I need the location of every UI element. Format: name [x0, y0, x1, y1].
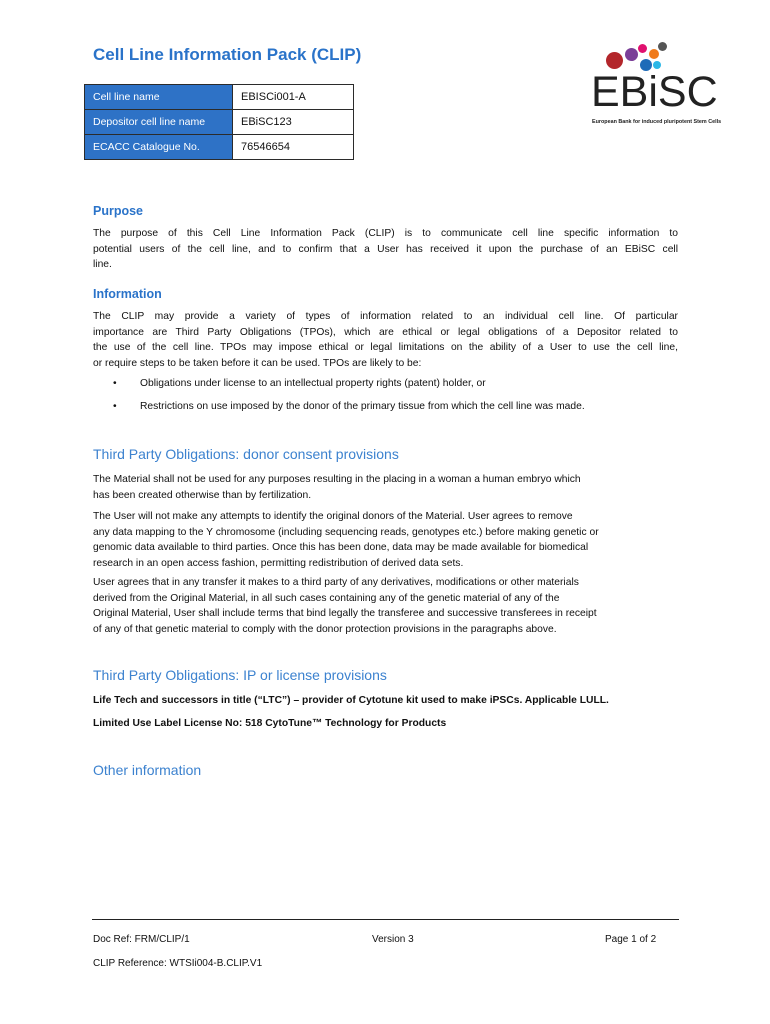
table-label-cell: ECACC Catalogue No. [85, 135, 233, 160]
logo-subtitle: European Bank for induced pluripotent Stem Cells [592, 119, 722, 125]
consent-paragraph-2 [93, 509, 678, 571]
cell-line-info-table [84, 84, 354, 160]
document-title: Cell Line Information Pack (CLIP) [93, 45, 362, 64]
ip-line-2: Limited Use Label License No: 518 CytoTune™ Technology for Products [93, 718, 447, 729]
text-line: User agrees that in any transfer it makes to a third party of any derivatives, modifications or other materials [93, 577, 579, 588]
text-line: importance are Third Party Obligations (TPOs), which are ethical or legal obligations of a Depositor related to [93, 326, 678, 338]
ip-line-1: Life Tech and successors in title (“LTC”) – provider of Cytotune kit used to make iPSCs. Applicable LULL. [93, 695, 609, 706]
text-line: The purpose of this Cell Line Information Pack (CLIP) is to communicate cell line specific information to [93, 228, 678, 239]
table-row [85, 110, 354, 135]
list-item: Obligations under license to an intellectual property rights (patent) holder, or [140, 378, 486, 389]
information-heading: Information [93, 287, 162, 301]
information-paragraph [93, 309, 678, 371]
logo-dot-icon [606, 52, 623, 69]
logo-dot-icon [649, 49, 659, 59]
footer-divider [92, 919, 679, 920]
table-label-cell: Cell line name [85, 85, 233, 110]
consent-paragraph-3 [93, 575, 678, 637]
text-line: of any of that genetic material to comply with the donor protection provisions in the paragraphs above. [93, 623, 557, 635]
text-line: potential users of the cell line, and to confirm that a User has received it upon the purchase of an EBiSC cell [93, 243, 678, 255]
table-value-cell: EBiSC123 [233, 110, 354, 135]
text-line: the use of the cell line. TPOs may impose ethical or legal limitations on the ability of a User to use the cell line, [93, 342, 678, 354]
ip-heading: Third Party Obligations: IP or license provisions [93, 667, 387, 683]
logo-dot-icon [625, 48, 638, 61]
doc-ref: Doc Ref: FRM/CLIP/1 [93, 934, 190, 945]
text-line: The CLIP may provide a variety of types of information related to an individual cell line. Of particular [93, 311, 678, 322]
purpose-heading: Purpose [93, 204, 144, 218]
bullet-icon: • [113, 378, 117, 389]
table-value-cell: 76546654 [233, 135, 354, 160]
clip-reference: CLIP Reference: WTSIi004-B.CLIP.V1 [93, 958, 263, 969]
page-number: Page 1 of 2 [605, 934, 657, 945]
bullet-icon: • [113, 401, 117, 412]
text-line: any data mapping to the Y chromosome (including sequencing reads, genotypes etc.) before making genetic or [93, 526, 599, 538]
consent-paragraph-1 [93, 472, 678, 503]
list-item: Restrictions on use imposed by the donor of the primary tissue from which the cell line was made. [140, 401, 585, 412]
text-line: Original Material, User shall include terms that bind legally the transferee and successive transferees in receipt [93, 608, 597, 620]
version-label: Version 3 [372, 934, 414, 945]
text-line: line. [93, 259, 112, 271]
logo-dot-icon [638, 44, 647, 53]
text-line: research in an open access fashion, permitting redistribution of derived data sets. [93, 557, 464, 569]
table-label-cell: Depositor cell line name [85, 110, 233, 135]
text-line: genomic data available to third parties. Once this has been done, data may be made available for biomedical [93, 542, 589, 554]
text-line: The Material shall not be used for any purposes resulting in the placing in a woman a human embryo which [93, 474, 581, 485]
table-value-cell: EBISCi001-A [233, 85, 354, 110]
purpose-paragraph [93, 226, 678, 273]
text-line: derived from the Original Material, in all such cases containing any of the genetic material of any of the [93, 592, 560, 604]
table-row [85, 85, 354, 110]
ebisc-logo [585, 40, 725, 130]
text-line: has been created otherwise than by fertilization. [93, 489, 312, 501]
logo-text: EBiSC [591, 68, 718, 116]
logo-dot-icon [658, 42, 667, 51]
text-line: or require steps to be taken before it can be used. TPOs are likely to be: [93, 357, 422, 369]
consent-heading: Third Party Obligations: donor consent provisions [93, 446, 399, 462]
other-information-heading: Other information [93, 762, 202, 778]
text-line: The User will not make any attempts to identify the original donors of the Material. User agrees to remove [93, 511, 573, 522]
table-row [85, 135, 354, 160]
